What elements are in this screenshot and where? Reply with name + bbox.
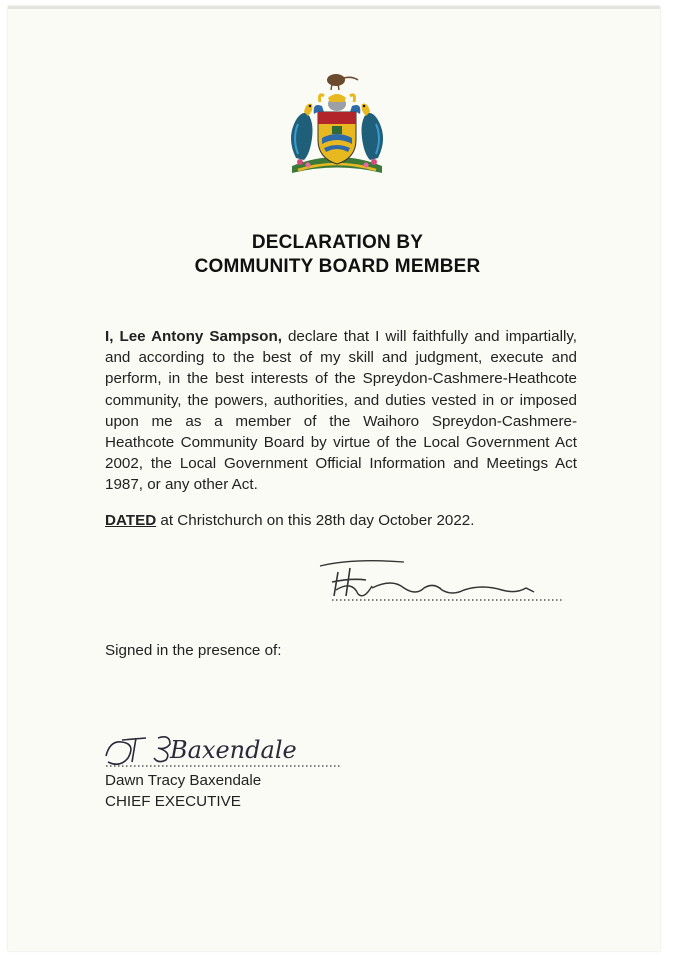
declarant-name: I, Lee Antony Sampson, [105,328,282,345]
member-signature [312,550,572,610]
witness-name: Dawn Tracy Baxendale [105,772,262,789]
witness-signature [100,722,345,774]
dated-text: at Christchurch on this 28th day October 2022. [156,512,475,529]
page-top-edge [8,6,660,9]
document-title-line-2: COMMUNITY BOARD MEMBER [194,256,481,277]
signed-in-presence-label: Signed in the presence of: [105,642,282,659]
coat-of-arms-crest [278,66,396,178]
dated-label: DATED [105,512,157,529]
witness-signature-script: Baxendale [170,736,297,764]
witness-block [105,770,261,812]
document-title-line-1: DECLARATION BY [251,232,424,253]
declaration-paragraph [105,326,577,496]
declaration-text: declare that I will faithfully and impartially, and according to the best of my skill and judgment, execute and perform, in the best interests of the Spreydon-Cashmere-Heathcote community, the powers, authorities, and duties vested in or imposed upon me as a member of the Waihoro Spreydon-Cashmere-Heathcote Community Board by virtue of the Local Government Act 2002, the Local Government Official Information and Meetings Act 1987, or any other Act. [105,328,577,494]
dated-line [105,512,474,529]
witness-title: CHIEF EXECUTIVE [105,793,241,810]
